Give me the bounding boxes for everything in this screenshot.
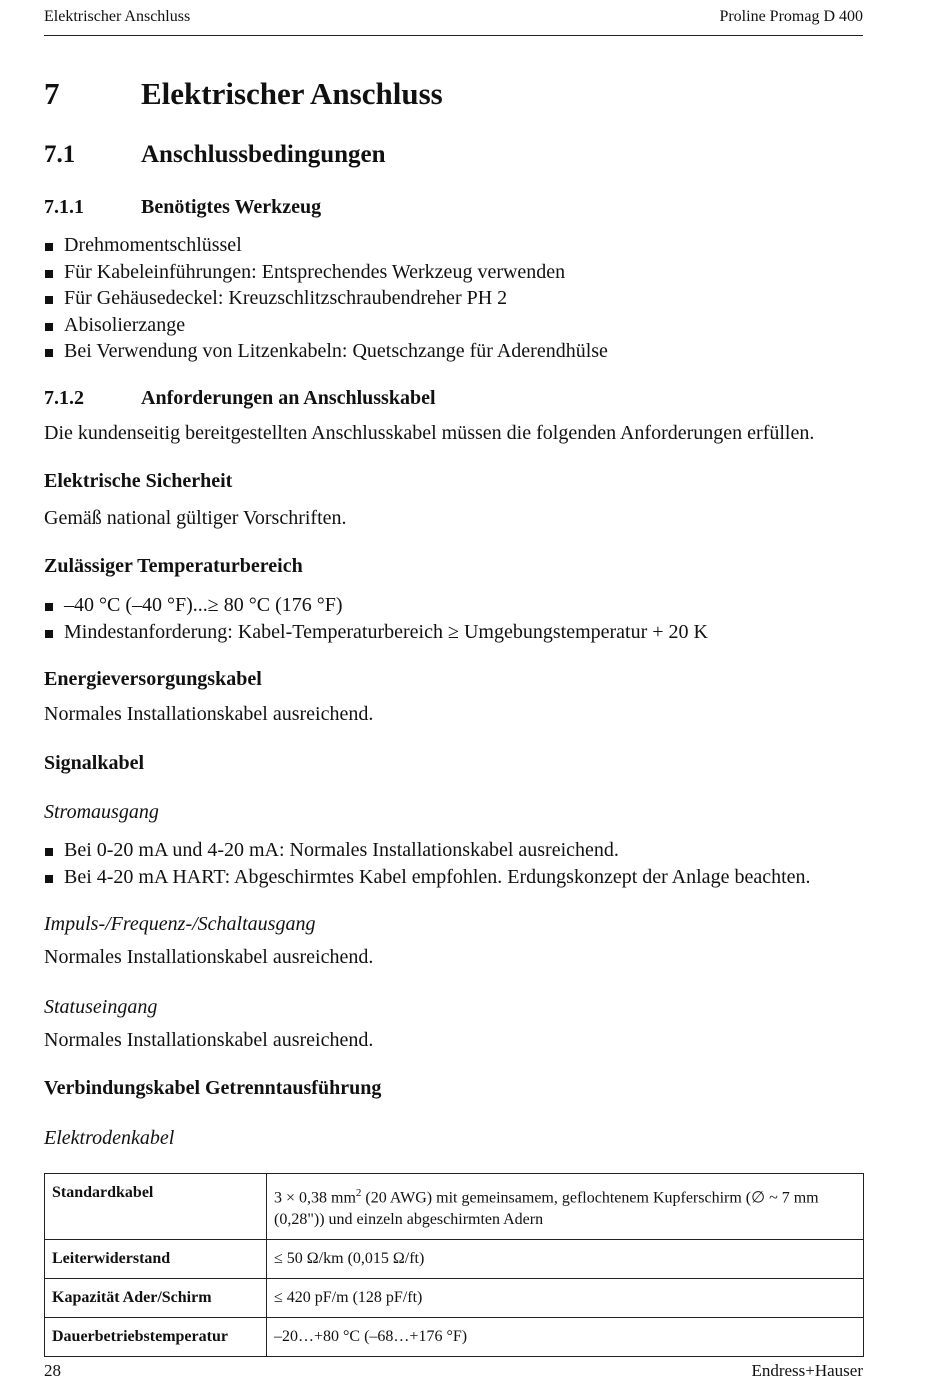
bullet-icon [45, 243, 53, 251]
section-number: 7.1 [44, 141, 76, 168]
table-key: Dauerbetriebstemperatur [45, 1318, 267, 1357]
electrode-cable-heading: Elektrodenkabel [44, 1127, 175, 1149]
page-number: 28 [44, 1361, 61, 1380]
subsection-number: 7.1.2 [44, 387, 84, 409]
list-item: –40 °C (–40 °F)...≥ 80 °C (176 °F) [44, 592, 708, 619]
pulse-output-text: Normales Installationskabel ausreichend. [44, 946, 374, 968]
power-heading: Energieversorgungskabel [44, 668, 262, 690]
subsection-number: 7.1.1 [44, 196, 84, 218]
table-value: ≤ 50 Ω/km (0,015 Ω/ft) [267, 1240, 864, 1279]
pulse-output-heading: Impuls-/Frequenz-/Schaltausgang [44, 913, 316, 935]
temperature-list [44, 592, 708, 645]
list-item: Für Gehäusedeckel: Kreuzschlitzschraubendreher PH 2 [44, 285, 608, 312]
bullet-icon [45, 848, 53, 856]
list-item: Bei 4-20 mA HART: Abgeschirmtes Kabel empfohlen. Erdungskonzept der Anlage beachten. [44, 864, 811, 891]
electrode-cable-table [44, 1173, 864, 1357]
bullet-icon [45, 296, 53, 304]
subsection-title: Anforderungen an Anschlusskabel [141, 387, 436, 409]
section-title: Anschlussbedingungen [141, 141, 386, 168]
running-header-right: Proline Promag D 400 [719, 8, 863, 25]
list-item: Für Kabeleinführungen: Entsprechendes Werkzeug verwenden [44, 259, 608, 286]
bullet-icon [45, 875, 53, 883]
table-row [45, 1174, 864, 1240]
subsection-title: Benötigtes Werkzeug [141, 196, 322, 218]
header-rule [44, 35, 863, 36]
table-value: ≤ 420 pF/m (128 pF/ft) [267, 1279, 864, 1318]
table-key: Kapazität Ader/Schirm [45, 1279, 267, 1318]
current-output-heading: Stromausgang [44, 801, 159, 823]
table-value: –20…+80 °C (–68…+176 °F) [267, 1318, 864, 1357]
table-key: Standardkabel [45, 1174, 267, 1240]
chapter-number: 7 [44, 76, 60, 111]
safety-text: Gemäß national gültiger Vorschriften. [44, 507, 347, 529]
bullet-icon [45, 349, 53, 357]
status-input-heading: Statuseingang [44, 996, 158, 1018]
list-item: Bei 0-20 mA und 4-20 mA: Normales Installationskabel ausreichend. [44, 837, 811, 864]
safety-heading: Elektrische Sicherheit [44, 470, 233, 492]
status-input-text: Normales Installationskabel ausreichend. [44, 1029, 374, 1051]
list-item: Mindestanforderung: Kabel-Temperaturbereich ≥ Umgebungstemperatur + 20 K [44, 619, 708, 646]
footer-brand: Endress+Hauser [751, 1361, 863, 1380]
bullet-icon [45, 270, 53, 278]
temperature-heading: Zulässiger Temperaturbereich [44, 555, 303, 577]
signal-heading: Signalkabel [44, 752, 145, 774]
list-item: Abisolierzange [44, 312, 608, 339]
bullet-icon [45, 323, 53, 331]
chapter-title: Elektrischer Anschluss [141, 76, 443, 111]
table-value: 3 × 0,38 $mm^2$ (20 AWG) mit gemeinsamem, geflochtenem Kupferschirm (∅ ~ 7 mm (0,28")) und einzeln abgeschirmten Adern [267, 1174, 864, 1240]
table-row [45, 1240, 864, 1279]
remote-cable-heading: Verbindungskabel Getrenntausführung [44, 1077, 382, 1099]
bullet-icon [45, 630, 53, 638]
requirements-intro: Die kundenseitig bereitgestellten Anschlusskabel müssen die folgenden Anforderungen erfüllen. [44, 422, 815, 444]
power-text: Normales Installationskabel ausreichend. [44, 703, 374, 725]
table-row [45, 1318, 864, 1357]
running-header-left: Elektrischer Anschluss [44, 8, 191, 25]
table-row [45, 1279, 864, 1318]
list-item: Drehmomentschlüssel [44, 232, 608, 259]
table-key: Leiterwiderstand [45, 1240, 267, 1279]
tool-list [44, 232, 608, 365]
bullet-icon [45, 603, 53, 611]
current-output-list [44, 837, 811, 890]
list-item: Bei Verwendung von Litzenkabeln: Quetschzange für Aderendhülse [44, 338, 608, 365]
